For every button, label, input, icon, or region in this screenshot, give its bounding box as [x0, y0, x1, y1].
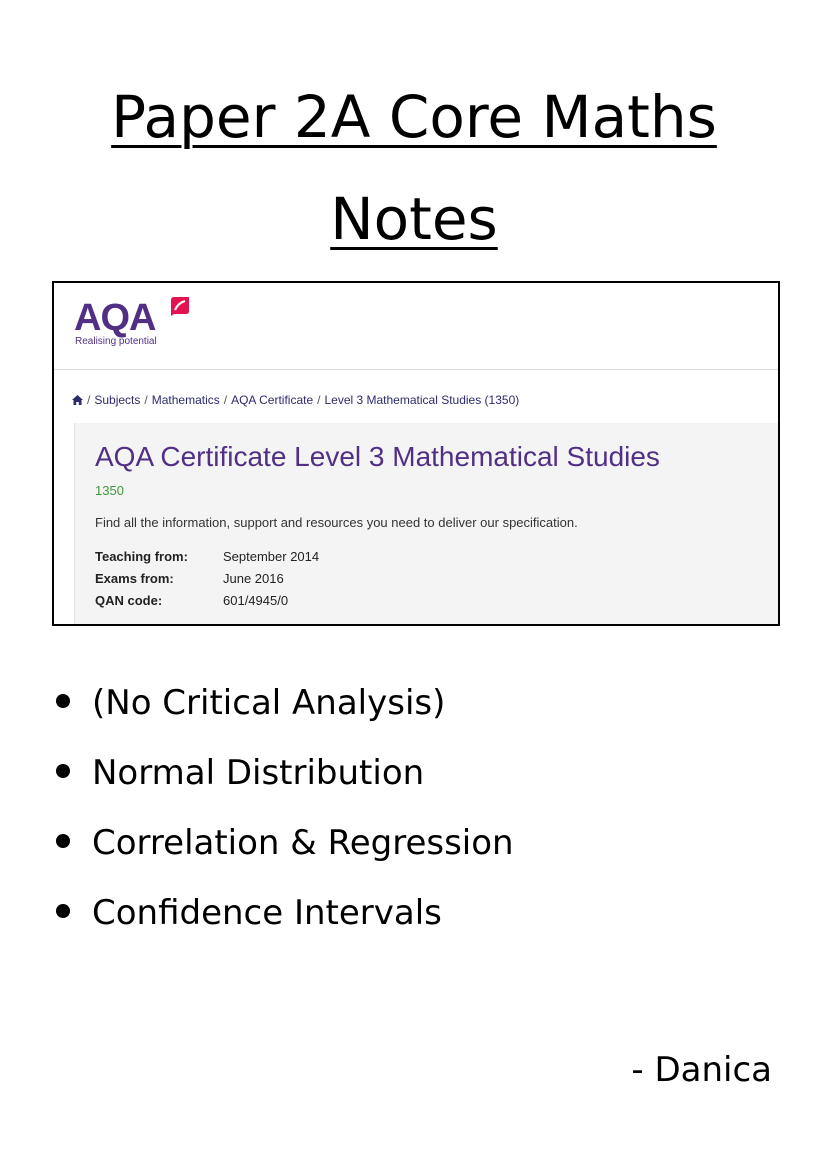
- title-line-2: Notes: [330, 185, 498, 253]
- fact-row: [95, 590, 319, 612]
- list-item: (No Critical Analysis): [56, 674, 514, 744]
- header-divider: [54, 369, 778, 370]
- qualification-panel: [74, 423, 780, 626]
- bullet-icon: [56, 764, 70, 778]
- bullet-icon: [56, 904, 70, 918]
- fact-label: QAN code:: [95, 593, 163, 608]
- breadcrumb-separator: /: [317, 393, 321, 407]
- qualification-facts: [95, 546, 319, 612]
- breadcrumb: [72, 393, 519, 407]
- breadcrumb-mathematics[interactable]: Mathematics: [151, 393, 220, 407]
- bullet-icon: [56, 694, 70, 708]
- breadcrumb-separator: /: [144, 393, 148, 407]
- list-item: Normal Distribution: [56, 744, 514, 814]
- breadcrumb-separator: /: [87, 393, 91, 407]
- fact-value: September 2014: [223, 549, 320, 564]
- qualification-title: AQA Certificate Level 3 Mathematical Studies: [95, 441, 660, 472]
- breadcrumb-separator: /: [223, 393, 228, 407]
- qualification-code: 1350: [95, 483, 124, 498]
- fact-row: [95, 546, 319, 568]
- list-item: Correlation & Regression: [56, 814, 514, 884]
- title-line-1: Paper 2A Core Maths: [111, 83, 717, 151]
- bullet-icon: [56, 834, 70, 848]
- logo-text: AQA: [74, 297, 156, 339]
- fact-value: 601/4945/0: [223, 593, 289, 608]
- home-icon[interactable]: [72, 395, 83, 405]
- breadcrumb-aqa-certificate[interactable]: AQA Certificate: [231, 393, 314, 407]
- topic-list: [56, 674, 514, 954]
- aqa-website-screenshot: [52, 281, 780, 626]
- breadcrumb-current: Level 3 Mathematical Studies (1350): [324, 393, 520, 407]
- page-title: [0, 66, 828, 270]
- aqa-leaf-icon: [168, 295, 192, 319]
- list-item: Confidence Intervals: [56, 884, 514, 954]
- author-signature: - Danica: [631, 1050, 772, 1090]
- breadcrumb-subjects[interactable]: Subjects: [94, 393, 141, 407]
- fact-row: [95, 568, 319, 590]
- fact-label: Exams from:: [95, 571, 174, 586]
- qualification-description: Find all the information, support and resources you need to deliver our specification.: [95, 515, 578, 530]
- aqa-logo: [74, 295, 204, 347]
- fact-value: June 2016: [223, 571, 284, 586]
- fact-label: Teaching from:: [95, 549, 188, 564]
- logo-tagline: Realising potential: [75, 336, 157, 347]
